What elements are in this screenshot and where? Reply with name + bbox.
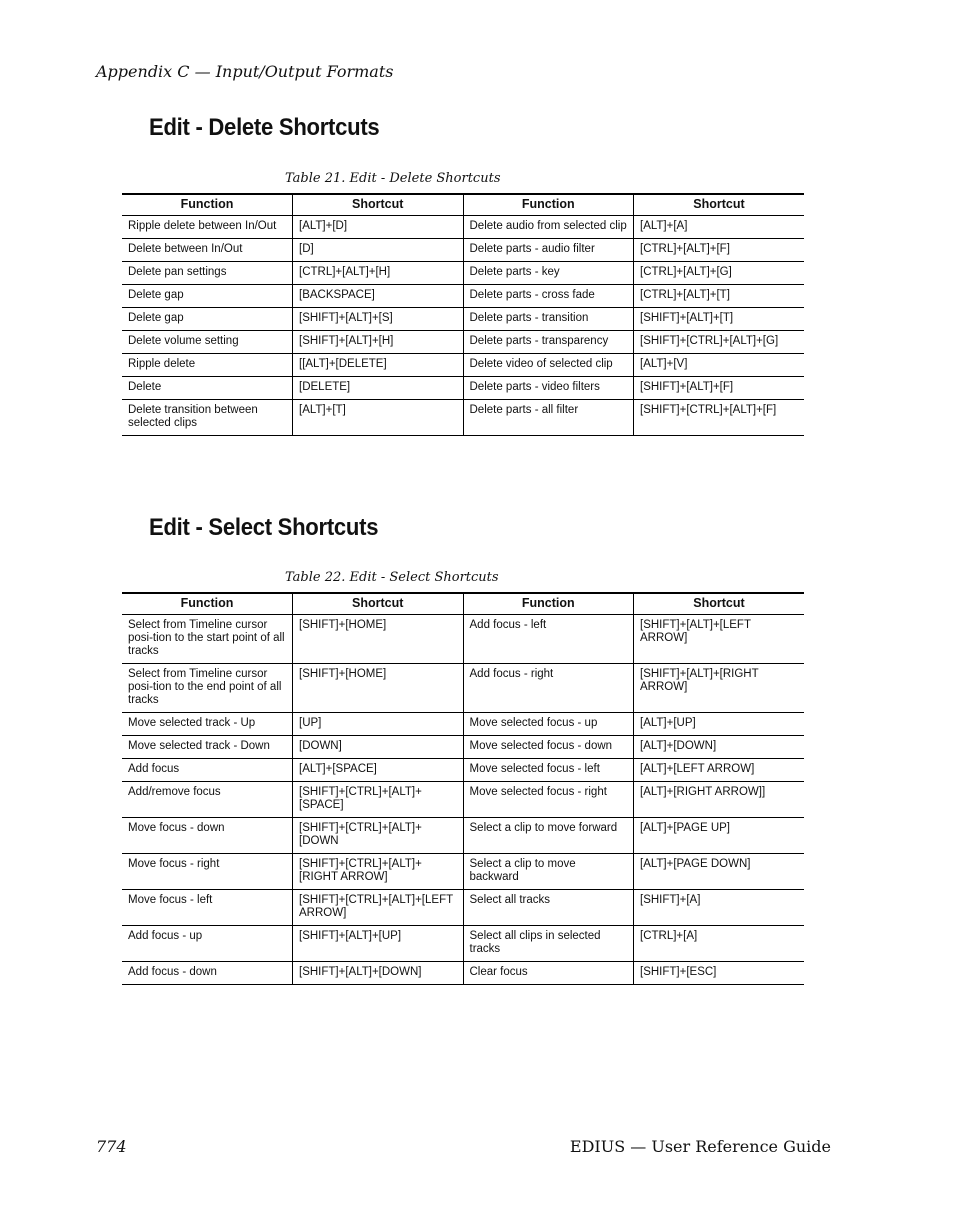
table-row [122,615,804,664]
table-row [122,285,804,308]
table-row [122,216,804,239]
table-cell: Ripple delete [122,354,293,377]
table-cell: [SHIFT]+[ALT]+[UP] [293,926,464,962]
table-cell: [SHIFT]+[HOME] [293,615,464,664]
table-row [122,736,804,759]
column-header: Shortcut [293,194,464,216]
table-cell: [SHIFT]+[ALT]+[LEFT ARROW] [634,615,805,664]
table-row [122,664,804,713]
table-row [122,262,804,285]
table-cell: [SHIFT]+[ESC] [634,962,805,985]
running-header: Appendix C — Input/Output Formats [96,62,394,81]
table-cell: [CTRL]+[ALT]+[F] [634,239,805,262]
table-cell: Delete between In/Out [122,239,293,262]
table-cell: [ALT]+[LEFT ARROW] [634,759,805,782]
column-header: Shortcut [293,593,464,615]
table-cell: [ALT]+[RIGHT ARROW]] [634,782,805,818]
table-cell: Select a clip to move forward [463,818,634,854]
table-cell: Delete transition between selected clips [122,400,293,436]
table-cell: Delete parts - audio filter [463,239,634,262]
table-cell: Add focus - right [463,664,634,713]
table-cell: [D] [293,239,464,262]
table-cell: [SHIFT]+[CTRL]+[ALT]+[DOWN [293,818,464,854]
table-cell: Move selected focus - right [463,782,634,818]
table-cell: [ALT]+[PAGE DOWN] [634,854,805,890]
table-cell: Delete volume setting [122,331,293,354]
table-cell: [CTRL]+[ALT]+[H] [293,262,464,285]
table-cell: Delete video of selected clip [463,354,634,377]
column-header: Function [463,593,634,615]
table-cell: [ALT]+[A] [634,216,805,239]
table-cell: [SHIFT]+[ALT]+[DOWN] [293,962,464,985]
table-cell: Add focus - up [122,926,293,962]
guide-title: EDIUS — User Reference Guide [569,1137,831,1156]
table-row [122,962,804,985]
table-cell: Delete parts - all filter [463,400,634,436]
table-cell: [SHIFT]+[ALT]+[RIGHT ARROW] [634,664,805,713]
table-cell: Select a clip to move backward [463,854,634,890]
table-cell: Add focus - down [122,962,293,985]
select-section-title: Edit - Select Shortcuts [149,514,379,541]
table-cell: Delete parts - key [463,262,634,285]
table-cell: Select all clips in selected tracks [463,926,634,962]
table-cell: [SHIFT]+[HOME] [293,664,464,713]
table-cell: [SHIFT]+[CTRL]+[ALT]+[SPACE] [293,782,464,818]
table-cell: Delete parts - cross fade [463,285,634,308]
table-cell: [ALT]+[T] [293,400,464,436]
table-cell: [SHIFT]+[CTRL]+[ALT]+[F] [634,400,805,436]
table-cell: [DELETE] [293,377,464,400]
table-row [122,818,804,854]
table-cell: [ALT]+[V] [634,354,805,377]
select-shortcuts-table [122,592,804,985]
table-cell: [SHIFT]+[CTRL]+[ALT]+[G] [634,331,805,354]
column-header: Function [122,194,293,216]
table-cell: [SHIFT]+[CTRL]+[ALT]+[LEFT ARROW] [293,890,464,926]
table-cell: Add focus - left [463,615,634,664]
table-row [122,377,804,400]
table-cell: Delete pan settings [122,262,293,285]
table-row [122,331,804,354]
table-cell: [SHIFT]+[A] [634,890,805,926]
table-cell: [SHIFT]+[ALT]+[S] [293,308,464,331]
select-table-caption: Table 22. Edit - Select Shortcuts [285,570,499,585]
table-cell: Add focus [122,759,293,782]
table-cell: Delete parts - video filters [463,377,634,400]
delete-table-caption: Table 21. Edit - Delete Shortcuts [285,171,501,186]
table-cell: Move selected focus - up [463,713,634,736]
table-cell: Move focus - left [122,890,293,926]
table-cell: Select from Timeline cursor posi-tion to the start point of all tracks [122,615,293,664]
table-cell: Ripple delete between In/Out [122,216,293,239]
table-cell: [ALT]+[SPACE] [293,759,464,782]
table-cell: [BACKSPACE] [293,285,464,308]
table-cell: [DOWN] [293,736,464,759]
table-row [122,926,804,962]
table-row [122,354,804,377]
table-cell: Delete gap [122,308,293,331]
delete-section-title: Edit - Delete Shortcuts [149,114,380,141]
table-row [122,782,804,818]
column-header: Function [122,593,293,615]
table-cell: [ALT]+[UP] [634,713,805,736]
table-row [122,400,804,436]
table-cell: Delete [122,377,293,400]
table-cell: [ALT]+[PAGE UP] [634,818,805,854]
table-cell: Delete gap [122,285,293,308]
table-cell: [SHIFT]+[ALT]+[T] [634,308,805,331]
table-row [122,239,804,262]
table-cell: Move selected focus - left [463,759,634,782]
table-cell: Select all tracks [463,890,634,926]
table-cell: Move selected focus - down [463,736,634,759]
column-header: Function [463,194,634,216]
table-header-row [122,593,804,615]
column-header: Shortcut [634,593,805,615]
table-cell: [[ALT]+[DELETE] [293,354,464,377]
table-row [122,759,804,782]
table-cell: [UP] [293,713,464,736]
table-row [122,890,804,926]
column-header: Shortcut [634,194,805,216]
table-cell: Delete parts - transition [463,308,634,331]
table-cell: [CTRL]+[ALT]+[G] [634,262,805,285]
table-row [122,713,804,736]
table-cell: Select from Timeline cursor posi-tion to the end point of all tracks [122,664,293,713]
table-row [122,854,804,890]
page-number: 774 [96,1137,127,1156]
table-cell: [SHIFT]+[ALT]+[F] [634,377,805,400]
table-cell: Move focus - down [122,818,293,854]
table-cell: Move focus - right [122,854,293,890]
table-cell: [CTRL]+[ALT]+[T] [634,285,805,308]
table-cell: [SHIFT]+[CTRL]+[ALT]+[RIGHT ARROW] [293,854,464,890]
table-cell: [ALT]+[D] [293,216,464,239]
table-cell: [CTRL]+[A] [634,926,805,962]
delete-shortcuts-table [122,193,804,436]
table-cell: Move selected track - Down [122,736,293,759]
table-cell: [SHIFT]+[ALT]+[H] [293,331,464,354]
table-cell: Clear focus [463,962,634,985]
table-cell: Delete audio from selected clip [463,216,634,239]
table-row [122,308,804,331]
table-cell: Move selected track - Up [122,713,293,736]
table-cell: [ALT]+[DOWN] [634,736,805,759]
table-header-row [122,194,804,216]
table-cell: Delete parts - transparency [463,331,634,354]
table-cell: Add/remove focus [122,782,293,818]
